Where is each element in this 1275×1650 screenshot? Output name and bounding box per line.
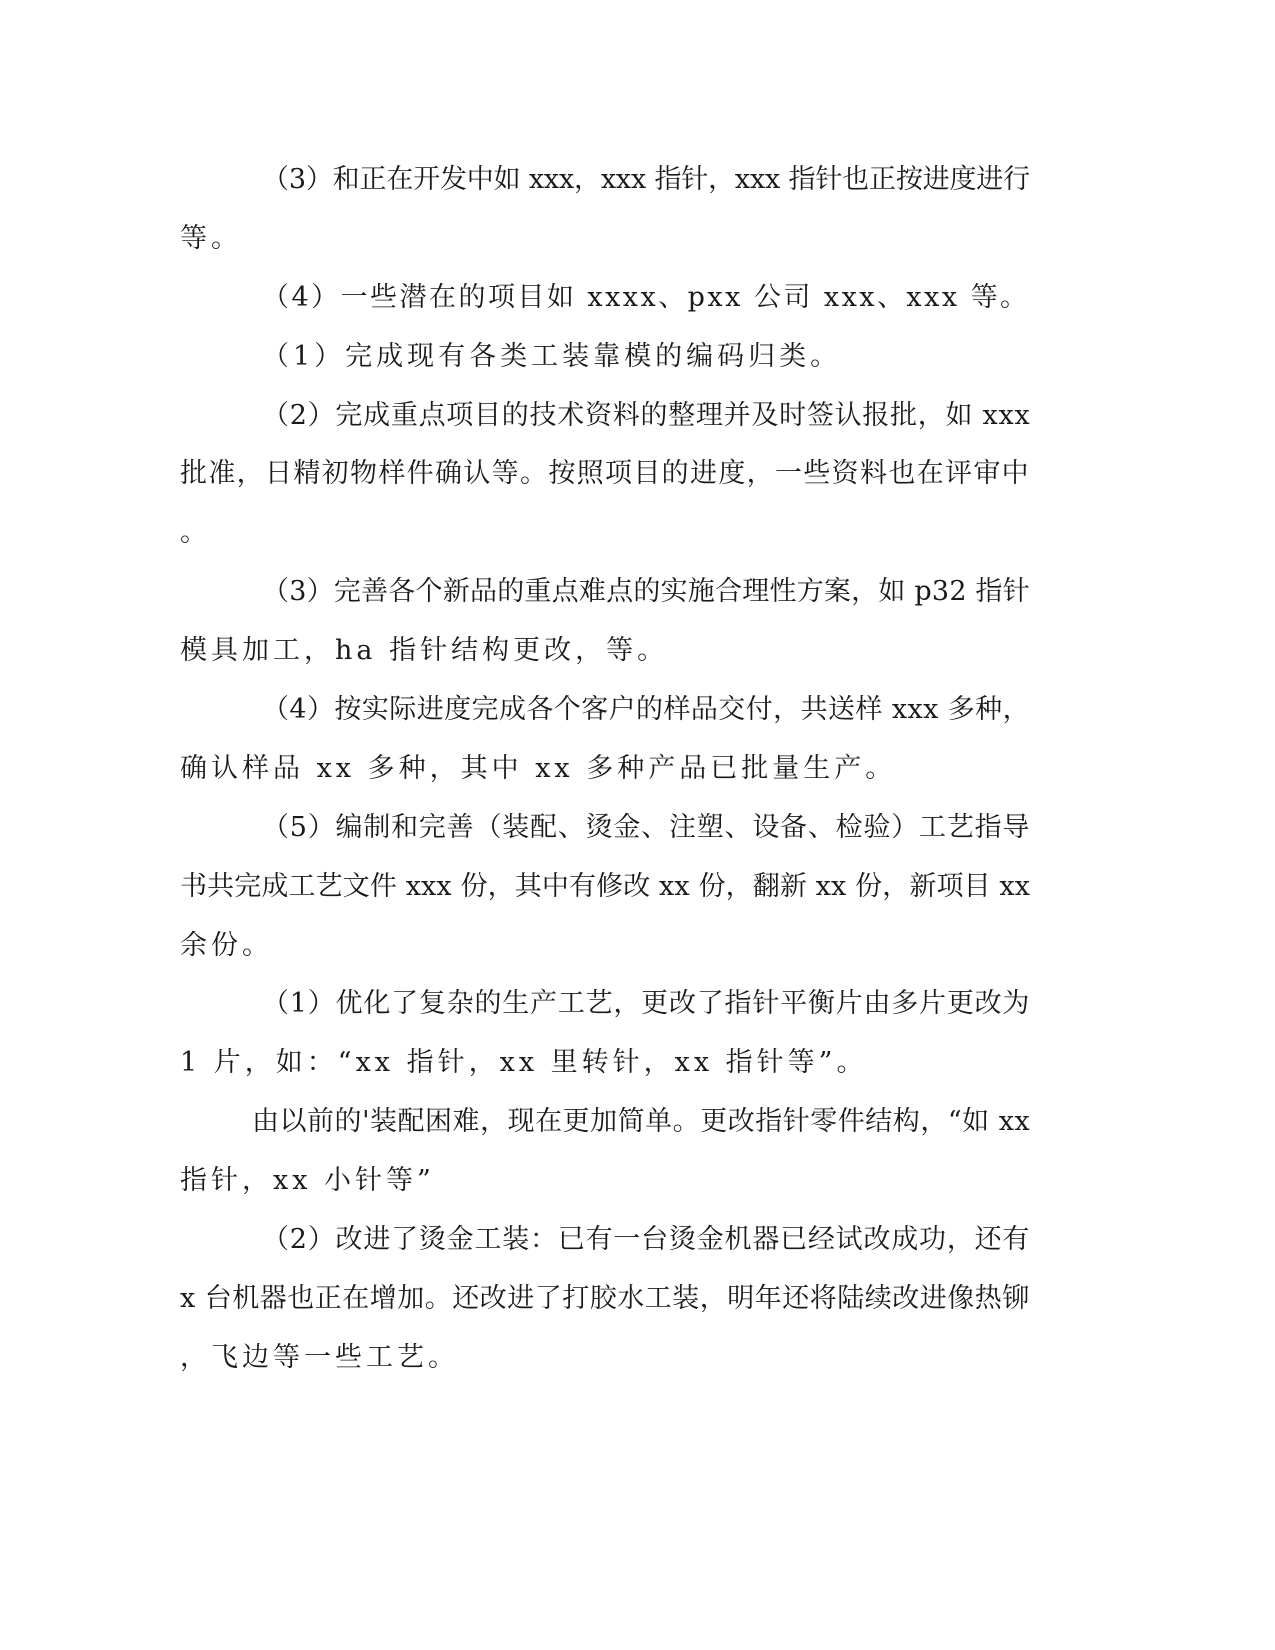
- paragraph-line: 模具加工，ha 指针结构更改，等。: [180, 635, 669, 666]
- paragraph-line: （4）一些潜在的项目如 xxxx、pxx 公司 xxx、xxx 等。: [262, 282, 1030, 313]
- paragraph-line: 由以前的'装配困难，现在更加简单。更改指针零件结构，“如 xx: [252, 1106, 1031, 1137]
- paragraph-line: 。: [180, 517, 211, 548]
- paragraph-line: 余份。: [180, 930, 273, 961]
- paragraph-line: （2）完成重点项目的技术资料的整理并及时签认报批，如 xxx: [262, 400, 1031, 431]
- paragraph-line: 1 片，如：“xx 指针，xx 里转针，xx 指针等”。: [180, 1047, 868, 1078]
- paragraph-line: x 台机器也正在增加。还改进了打胶水工装，明年还将陆续改进像热铆: [180, 1283, 1030, 1314]
- paragraph-line: 指针，xx 小针等”: [180, 1165, 435, 1196]
- paragraph-line: （3）完善各个新品的重点难点的实施合理性方案，如 p32 指针: [262, 576, 1030, 607]
- paragraph-line: 书共完成工艺文件 xxx 份，其中有修改 xx 份，翻新 xx 份，新项目 xx: [180, 871, 1031, 902]
- paragraph-line: 确认样品 xx 多种，其中 xx 多种产品已批量生产。: [180, 753, 897, 784]
- paragraph-line: （5）编制和完善（装配、烫金、注塑、设备、检验）工艺指导: [262, 812, 1031, 843]
- paragraph-line: （2）改进了烫金工装：已有一台烫金机器已经试改成功，还有: [262, 1224, 1031, 1255]
- paragraph-line: ，飞边等一些工艺。: [180, 1342, 459, 1373]
- paragraph-line: （1）优化了复杂的生产工艺，更改了指针平衡片由多片更改为: [262, 988, 1031, 1019]
- paragraph-line: （1）完成现有各类工装靠模的编码归类。: [262, 341, 842, 372]
- paragraph-line: 等。: [180, 223, 242, 254]
- paragraph-line: （4）按实际进度完成各个客户的样品交付，共送样 xxx 多种，: [262, 694, 1031, 725]
- paragraph-line: （3）和正在开发中如 xxx，xxx 指针，xxx 指针也正按进度进行: [262, 164, 1030, 195]
- paragraph-line: 批准，日精初物样件确认等。按照项目的进度，一些资料也在评审中: [180, 458, 1030, 489]
